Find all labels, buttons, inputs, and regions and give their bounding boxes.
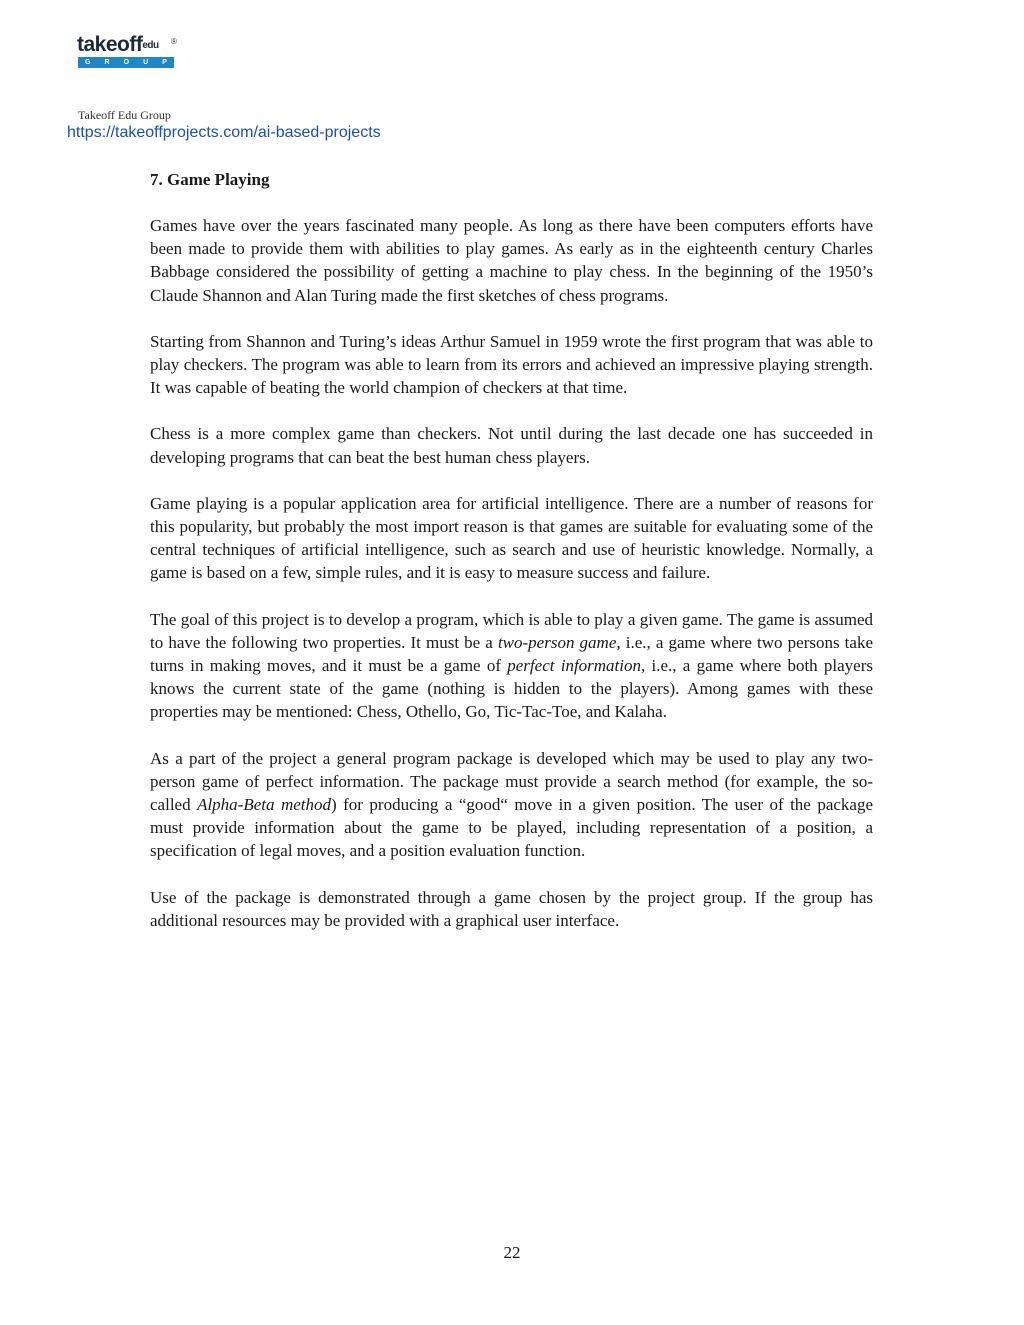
logo-bar-letter: O: [123, 59, 130, 66]
paragraph: Chess is a more complex game than checkers. Not until during the last decade one has succeeded in developing programs that can beat the best human chess players.: [150, 424, 873, 467]
logo-group-bar: [78, 57, 174, 68]
logo-word-sup: edu: [142, 40, 159, 51]
text-run: , i.e., a game where two persons take turns in making moves, and it must be a game of: [150, 632, 873, 676]
emphasis-term: Alpha-Beta method: [197, 795, 331, 815]
section-title: 7. Game Playing: [150, 170, 270, 189]
logo-bar-letter: G: [85, 59, 91, 66]
paragraph: [150, 747, 873, 863]
company-logo: [77, 34, 177, 70]
text-run: ) for producing a “good“ move in a given position. The user of the package must provide information about the game to be played, including representation of a position, a specification of legal moves, and a position evaluation function.: [150, 795, 873, 861]
logo-word-text: takeoff: [77, 33, 143, 56]
paragraph: [150, 608, 873, 724]
logo-bar-letter: R: [104, 59, 110, 66]
paragraph: Starting from Shannon and Turing’s ideas Arthur Samuel in 1959 wrote the first program that was able to play checkers. The program was able to learn from its errors and achieved an impressive playing strength. It was capable of beating the world champion of checkers at that time.: [150, 331, 873, 398]
logo-wordmark: [77, 34, 159, 56]
emphasis-term: perfect information: [507, 656, 642, 676]
registered-mark: ®: [171, 37, 177, 46]
paragraph: Use of the package is demonstrated through a game chosen by the project group. If the group has additional resources may be provided with a graphical user interface.: [150, 887, 873, 930]
projects-link[interactable]: https://takeoffprojects.com/ai-based-projects: [67, 124, 381, 141]
logo-bar-letter: P: [162, 59, 167, 66]
emphasis-term: two-person game: [497, 632, 617, 652]
logo-bar-letter: U: [143, 59, 149, 66]
paragraph: Games have over the years fascinated many people. As long as there have been computers efforts have been made to provide them with abilities to play games. As early as in the eighteenth century Charles Babbage considered the possibility of getting a machine to play chess. In the beginning of the 1950’s Claude Shannon and Alan Turing made the first sketches of chess programs.: [150, 216, 873, 305]
text-run: , i.e., a game where both players knows the current state of the game (nothing is hidden to the players). Among games with these properties may be mentioned: Chess, Othello, Go, Tic-Tac-Toe, and Kalaha.: [150, 656, 874, 722]
organization-name: Takeoff Edu Group: [78, 108, 171, 122]
page-content: [150, 168, 873, 955]
text-run: As a part of the project a general program package is developed which may be used to play any two-person game of perfect information. The package must provide a search method (for example, the so-called: [150, 748, 873, 815]
paragraph: Game playing is a popular application area for artificial intelligence. There are a number of reasons for this popularity, but probably the most import reason is that games are suitable for evaluating some of the central techniques of artificial intelligence, such as search and use of heuristic knowledge. Normally, a game is based on a few, simple rules, and it is easy to measure success and failure.: [150, 493, 873, 583]
text-run: The goal of this project is to develop a program, which is able to play a given game. The game is assumed to have the following two properties. It must be a: [150, 609, 873, 652]
page-number: 22: [503, 1243, 521, 1262]
